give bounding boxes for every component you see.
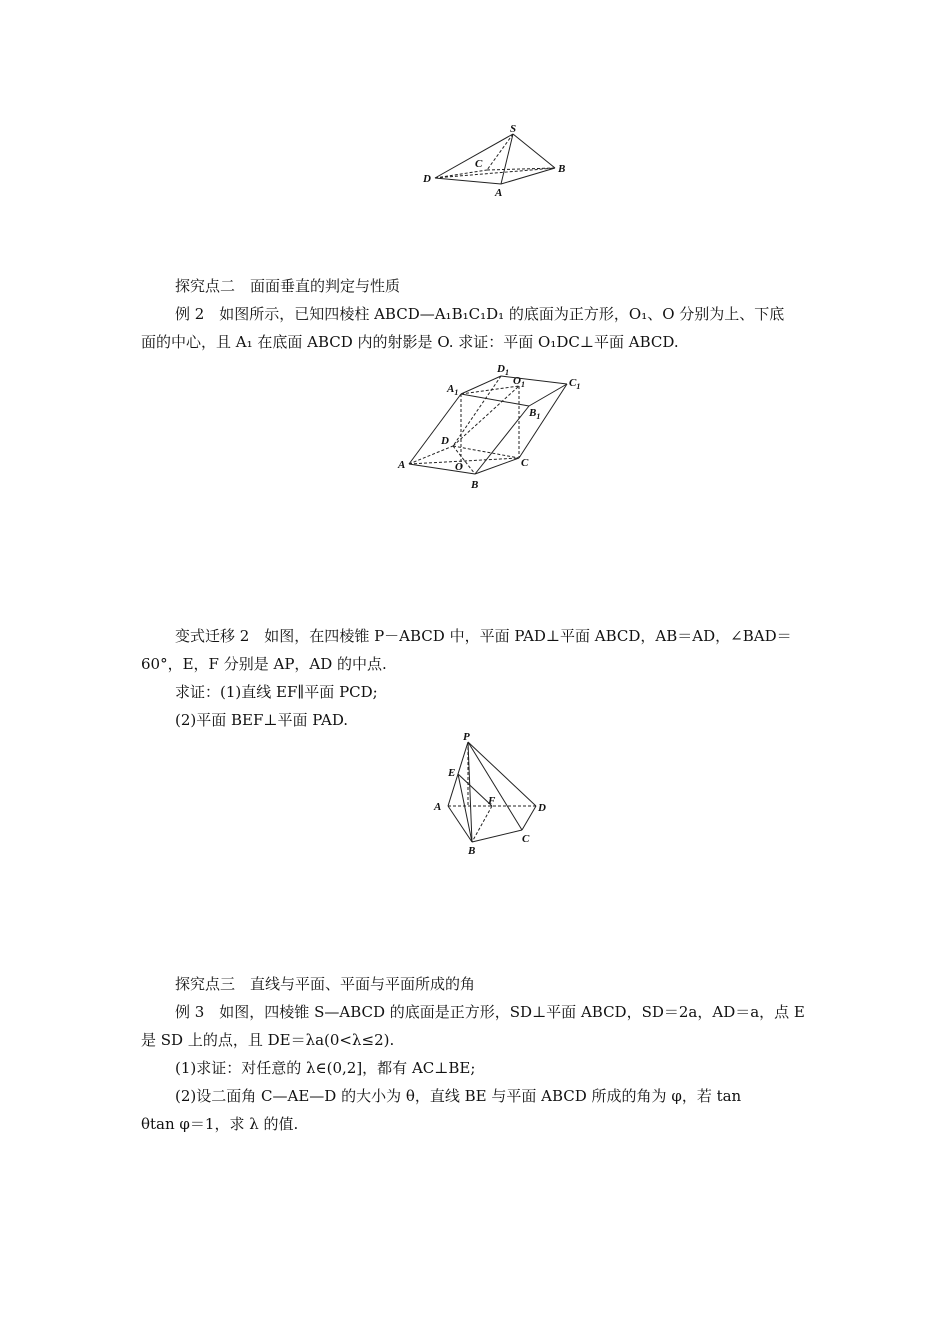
- label-d1: $D_1$: [497, 363, 509, 377]
- ex2-line1: 例 2 如图所示，已知四棱柱 ABCD—A₁B₁C₁D₁ 的底面为正方形，O₁、O 分别为上、下底: [175, 305, 785, 323]
- ex3-line5: θtan φ＝1，求 λ 的值.: [141, 1115, 299, 1133]
- label-b: B: [468, 845, 476, 856]
- label-c: C: [522, 833, 530, 845]
- figure-pyramid-s-abcd: [415, 120, 575, 200]
- label-a: A: [398, 459, 406, 471]
- label-d: D: [441, 435, 449, 447]
- label-b: B: [471, 479, 479, 491]
- ex3-line4: (2)设二面角 C—AE—D 的大小为 θ，直线 BE 与平面 ABCD 所成的角为 φ，若 tan: [175, 1087, 742, 1105]
- label-p: P: [463, 732, 470, 743]
- figure-pyramid-p-abcd: [428, 732, 558, 856]
- label-o: O: [455, 461, 463, 473]
- label-a: A: [495, 187, 503, 199]
- label-b: B: [558, 163, 566, 175]
- variant2-line4: (2)平面 BEF⊥平面 PAD.: [175, 711, 349, 729]
- label-s: S: [510, 123, 517, 135]
- variant2-line3: 求证：(1)直线 EF∥平面 PCD;: [175, 683, 378, 701]
- variant2-line2: 60°，E，F 分别是 AP，AD 的中点.: [141, 655, 387, 673]
- label-f: F: [488, 795, 496, 807]
- label-b1: $B_1$: [529, 407, 541, 421]
- label-e: E: [448, 767, 456, 779]
- ex3-line3: (1)求证：对任意的 λ∈(0,2]，都有 AC⊥BE;: [175, 1059, 476, 1077]
- label-c1: $C_1$: [569, 377, 581, 391]
- variant2-line1: 变式迁移 2 如图，在四棱锥 P－ABCD 中，平面 PAD⊥平面 ABCD，AB＝AD，∠BAD＝: [175, 627, 792, 645]
- section3-heading: 探究点三 直线与平面、平面与平面所成的角: [175, 975, 476, 993]
- ex3-line2: 是 SD 上的点，且 DE＝λa(0<λ≤2).: [141, 1031, 395, 1049]
- label-d: D: [538, 802, 546, 814]
- label-o1: $O_1$: [513, 375, 525, 389]
- figure-prism: [395, 362, 595, 492]
- label-a: A: [434, 801, 442, 813]
- section2-heading: 探究点二 面面垂直的判定与性质: [175, 277, 401, 295]
- label-a1: $A_1$: [447, 383, 459, 397]
- ex2-line2: 面的中心，且 A₁ 在底面 ABCD 内的射影是 O. 求证：平面 O₁DC⊥平面 ABCD.: [141, 333, 679, 351]
- label-c: C: [475, 158, 483, 170]
- label-c: C: [521, 457, 529, 469]
- label-d: D: [423, 173, 431, 185]
- ex3-line1: 例 3 如图，四棱锥 S—ABCD 的底面是正方形，SD⊥平面 ABCD，SD＝2a，AD＝a，点 E: [175, 1003, 805, 1021]
